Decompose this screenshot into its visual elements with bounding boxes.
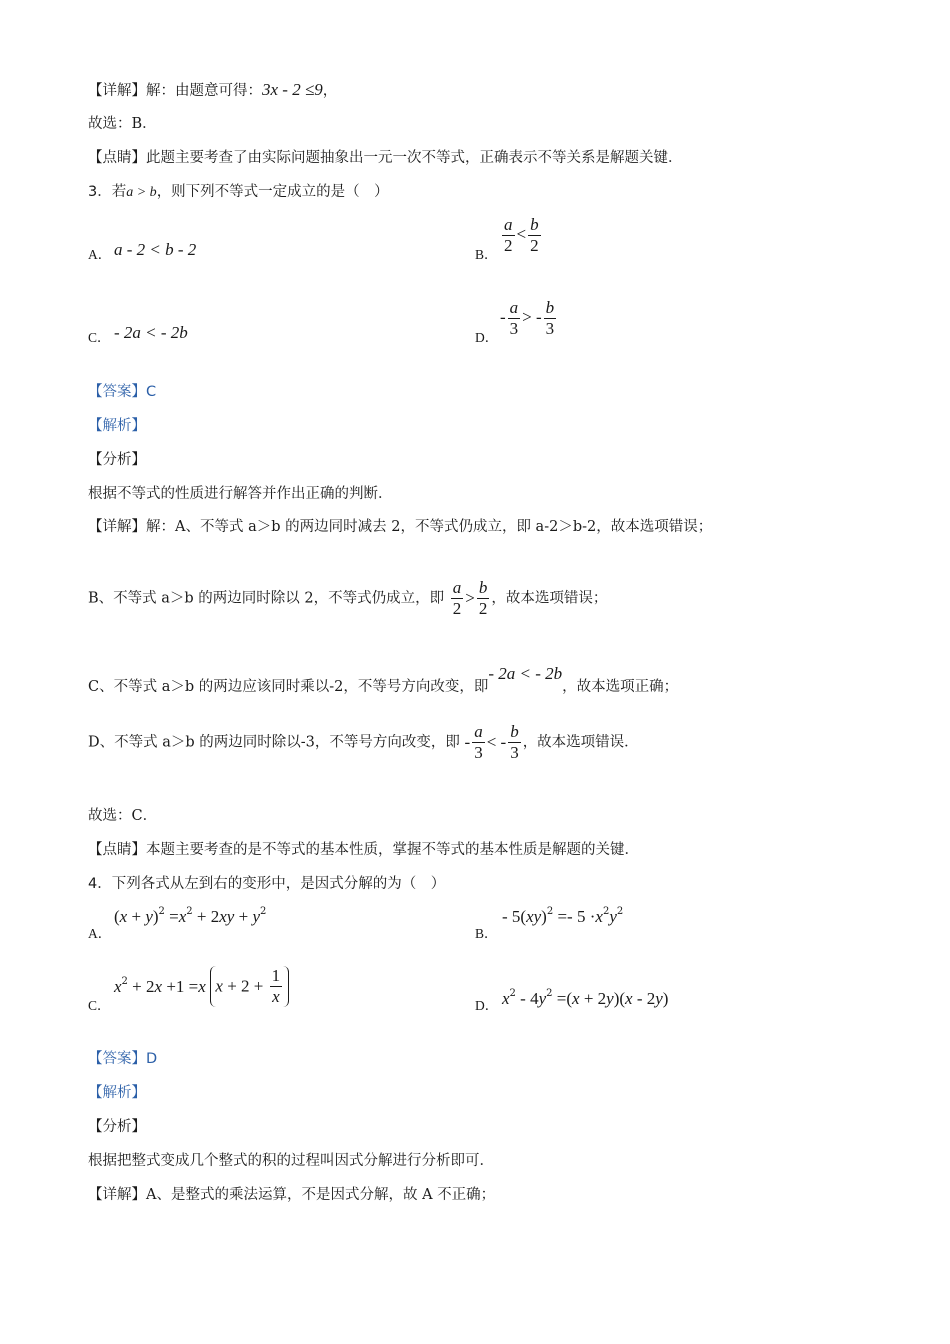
option-d-label: D． <box>475 330 499 345</box>
question-4-stem <box>88 874 445 894</box>
detail-c <box>88 664 679 697</box>
detail-d-prefix: D、不等式 a＞b 的两边同时除以-3，不等号方向改变，即 <box>88 734 460 751</box>
fraction-denominator: 2 <box>504 236 513 255</box>
analysis-tag: 【解析】 <box>88 1085 146 1101</box>
option-d-math: $x^2 - 4y^2 =(x + 2y)(x - 2y)$ <box>502 988 669 1008</box>
detail-a: 【详解】解：A、不等式 a＞b 的两边同时减去 2，不等式仍成立，即 a-2＞b-2，故本选项错误； <box>88 519 713 535</box>
choose-line: 故选：C． <box>88 808 158 824</box>
stem-prefix: 若 <box>111 184 127 200</box>
stem-suffix: ，则下列不等式一定成立的是（ ） <box>156 184 389 200</box>
answer-value: D <box>146 1051 158 1067</box>
option-c-label: C． <box>88 998 111 1013</box>
detail-suffix: ， <box>322 83 338 99</box>
fraction-denominator: 3 <box>474 743 483 762</box>
option-d-label: D． <box>475 998 499 1013</box>
option-b-math <box>500 215 543 256</box>
detail-c-math: - 2a < - 2b <box>488 664 563 683</box>
relation: < - <box>486 732 507 752</box>
option-a-math: $(x + y)^2 =x^2 + 2xy + y^2$ <box>114 906 267 926</box>
fraction-denominator: 2 <box>478 599 488 618</box>
option-b-label: B． <box>475 926 498 941</box>
relation: > - <box>522 307 542 327</box>
fraction-numerator: b <box>510 722 519 741</box>
fraction-denominator: 3 <box>510 743 519 762</box>
fraction-numerator: a <box>504 215 513 234</box>
fraction-numerator: a <box>474 722 483 741</box>
detail-prefix: 【详解】解：由题意可得： <box>88 83 262 99</box>
fraction-numerator: a <box>509 298 519 317</box>
answer-value: C <box>146 384 157 400</box>
detail-b <box>88 578 607 619</box>
detail-b-prefix: B、不等式 a＞b 的两边同时除以 2，不等式仍成立，即 <box>88 590 445 607</box>
inequality-math: 3x - 2 ≤9 <box>262 80 323 99</box>
stem-math: a > b <box>126 185 157 200</box>
fraction-denominator: 2 <box>530 236 539 255</box>
relation: > <box>465 588 475 608</box>
fraction-numerator: a <box>452 578 462 597</box>
fraction-numerator: b <box>478 578 488 597</box>
option-c-math: $x^2 + 2x +1 =x$ x + 2 + $\frac{1}{x}$ <box>114 966 289 1007</box>
question-3-stem <box>88 182 389 203</box>
option-c-math: - 2a < - 2b <box>114 323 188 342</box>
answer-line <box>88 382 156 402</box>
detail-a: 【详解】A、是整式的乘法运算，不是因式分解，故 A 不正确； <box>88 1187 496 1203</box>
detail-d <box>88 722 639 763</box>
option-a-math: a - 2 < b - 2 <box>114 240 197 259</box>
sign: - <box>464 732 471 752</box>
answer-tag: 【答案】 <box>88 384 146 400</box>
fenxi-text: 根据不等式的性质进行解答并作出正确的判断． <box>88 486 393 502</box>
option-c-label: C． <box>88 330 111 345</box>
question-number: 4． <box>88 876 112 892</box>
answer-tag: 【答案】 <box>88 1051 146 1067</box>
detail-c-prefix: C、不等式 a＞b 的两边应该同时乘以-2，不等号方向改变，即 <box>88 679 489 695</box>
fenxi-tag: 【分析】 <box>88 1119 146 1135</box>
option-a-label: A． <box>88 926 112 941</box>
option-d-math <box>500 298 558 339</box>
detail-d-suffix: ，故本选项错误． <box>522 734 639 751</box>
fraction-numerator: b <box>545 298 555 317</box>
fraction-denominator: 3 <box>545 319 555 338</box>
fraction-denominator: 2 <box>452 599 462 618</box>
sign: - <box>500 307 506 327</box>
choose-line: 故选：B． <box>88 116 157 132</box>
detail-line <box>88 80 337 101</box>
option-a-label: A． <box>88 247 112 262</box>
comment-line: 【点睛】本题主要考查的是不等式的基本性质，掌握不等式的基本性质是解题的关键． <box>88 842 639 858</box>
relation: < <box>516 224 527 244</box>
option-b-math: - $5(xy)^2 =- 5 \cdot x^2y^2$ <box>502 906 624 926</box>
analysis-tag: 【解析】 <box>88 418 146 434</box>
detail-b-suffix: ，故本选项错误； <box>491 590 608 607</box>
stem-text: 下列各式从左到右的变形中，是因式分解的为（ ） <box>111 876 446 892</box>
option-b-label: B． <box>475 247 498 262</box>
fenxi-text: 根据把整式变成几个整式的积的过程叫因式分解进行分析即可． <box>88 1153 494 1169</box>
question-number: 3． <box>88 184 112 200</box>
comment-line: 【点睛】此题主要考查了由实际问题抽象出一元一次不等式，正确表示不等关系是解题关键． <box>88 150 683 166</box>
fraction-numerator: b <box>530 215 539 234</box>
fraction-denominator: 3 <box>509 319 519 338</box>
answer-line <box>88 1049 157 1069</box>
detail-c-suffix: ，故本选项正确； <box>562 679 679 695</box>
fenxi-tag: 【分析】 <box>88 452 146 468</box>
